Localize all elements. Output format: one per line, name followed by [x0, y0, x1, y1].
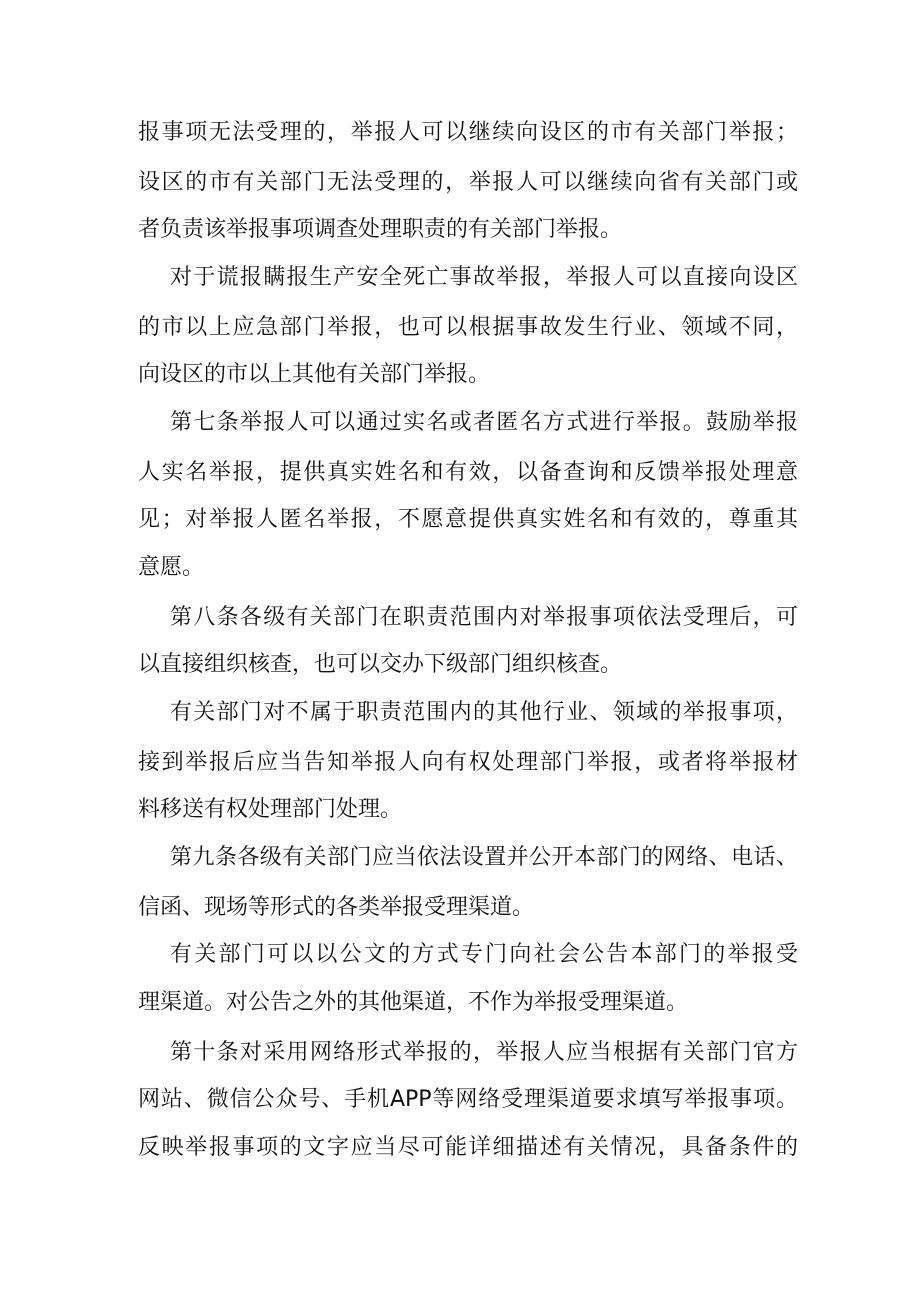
text-line: 第九条各级有关部门应当依法设置并公开本部门的网络、电话、 — [170, 845, 798, 870]
text-line: 有关部门可以以公文的方式专门向社会公告本部门的举报受 — [170, 942, 798, 967]
text-line: 以直接组织核查，也可以交办下级部门组织核查。 — [138, 652, 623, 677]
text-line: 向设区的市以上其他有关部门举报。 — [138, 362, 491, 387]
text-line: 人实名举报，提供真实姓名和有效，以备查询和反馈举报处理意 — [138, 460, 798, 485]
text-line: 反映举报事项的文字应当尽可能详细描述有关情况，具备条件的 — [138, 1135, 798, 1160]
text-line: 网站、微信公众号、手机APP等网络受理渠道要求填写举报事项。 — [138, 1087, 798, 1112]
text-line: 第八条各级有关部门在职责范围内对举报事项依法受理后，可 — [170, 605, 798, 630]
text-line: 有关部门对不属于职责范围内的其他行业、领域的举报事项， — [170, 700, 798, 725]
text-line: 报事项无法受理的，举报人可以继续向设区的市有关部门举报； — [138, 120, 798, 145]
text-line: 对于谎报瞒报生产安全死亡事故举报，举报人可以直接向设区 — [170, 265, 798, 290]
text-line: 接到举报后应当告知举报人向有权处理部门举报，或者将举报材 — [138, 750, 798, 775]
text-line: 信函、现场等形式的各类举报受理渠道。 — [138, 895, 535, 920]
text-line: 理渠道。对公告之外的其他渠道，不作为举报受理渠道。 — [138, 990, 689, 1015]
text-line: 设区的市有关部门无法受理的，举报人可以继续向省有关部门或 — [138, 170, 798, 195]
text-line: 第十条对采用网络形式举报的，举报人应当根据有关部门官方 — [170, 1040, 798, 1065]
text-line: 料移送有权处理部门处理。 — [138, 797, 403, 822]
text-line: 见；对举报人匿名举报，不愿意提供真实姓名和有效的，尊重其 — [138, 507, 798, 532]
text-line: 的市以上应急部门举报，也可以根据事故发生行业、领域不同， — [138, 315, 798, 340]
text-line: 意愿。 — [138, 555, 205, 580]
text-line: 第七条举报人可以通过实名或者匿名方式进行举报。鼓励举报 — [170, 410, 798, 435]
text-line: 者负责该举报事项调查处理职责的有关部门举报。 — [138, 217, 623, 242]
